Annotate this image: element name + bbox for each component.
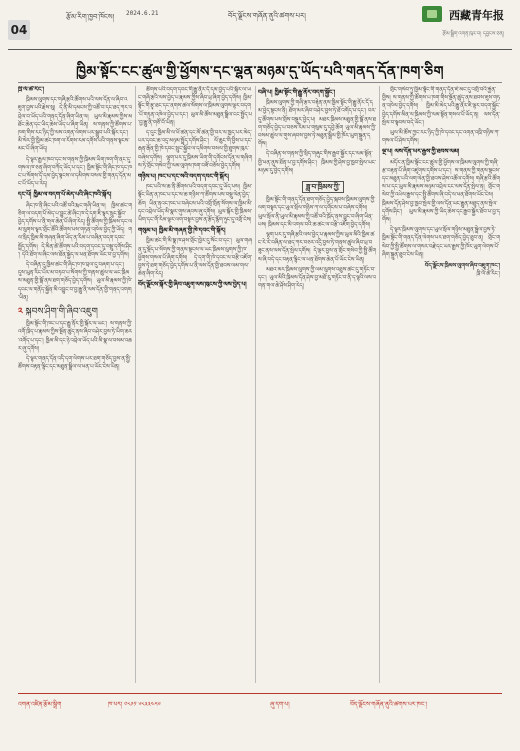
paragraph: ཁྱིམ་ཚང་གི་མི་སྣ་ཁ་ཤས་གྲོང་ཁྱེར་དུ་སོང་བ་དང་། ཡུལ་གཞན་དུ་སྡོད་པ་སོགས་ཀྱི་གནས་སྟངས་ལ་ཡང་ཁྲིམས་ལུགས་ཀྱི་ཁ་ཕྱོགས་གསལ་པོ་ཞིག་དགོས། དེ་དག་གི་ཁེ་དབང་ལ་བརྩི་འཇོག་བྱས་ཏེ་ཐག་གཅོད་བྱེད་དགོས་པ་ནི་ལས་དོན་གྱི་ཐབས་ལམ་གལ་ཆེན་ཞིག་རེད། [138,238,252,278]
subheading: དང་པོ། ཁྱིམ་ལ་བདག་པོ་མེད་པའི་ཞིང་ཁའི་སྐོར། [18,191,112,199]
paragraph: ཁྲིམས་ལུགས་དང་གཞི་རྩའི་ཚོགས་པའི་ལས་དོན་ལ་ཞིབ་འཇུག་བྱས་པའི་རྗེས་སུ། དེ་ནི་མི་དམངས་ཀྱི་འཚོ་བ་དང་ཐད་ཀར་འབྲེལ་བ་ཡོད་པའི་གནད་དོན་ཞིག་ཡིན་ལ། ཡུལ་མི་རྣམས་ཀྱིས་མཐོང་ཆེན་དང་ཡིད་ཆེས་ཡོད་པ་ཞིག་ཡིན། ས་གནས་ཀྱི་ཚོགས་པ་ཁག་གིས་རང་ཉིད་ཀྱི་ལས་འགན་ལེགས་པར་སྒྲུབ་པའི་སྐོར་དང་། མི་སེར་གྱི་ཁྱིམ་ཚང་ཁག་ལ་རོགས་རམ་དགོས་པའི་གནས་སྟངས་མང་པོ་ཞིག་ཡོད། [18,97,132,153]
section-title: སྐབས་ཤིག་གི་ཞིབ་འཇུག [25,307,98,318]
paragraph: ཚོགས་པའི་བདག་དབང་གི་རྒྱུ་ནོར་དོ་དམ་བྱེད་པའི་སྐོར་ལ་ཡང་གཞི་རྩའི་ལས་བྱེད་པ་རྣམས་ཀྱིས་ཞིབ་ཕྲ་ཞིག་བྱེད་དགོས། ཁྱིམ་སྟོང་གི་རྩྭ་ཐང་དང་ནགས་ཚལ་སོགས་ལ་ཁྲིམས་ལུགས་ལྟར་བདག་པོ་གཏན་འཁེལ་བྱེད་པ་དང་། ཡུལ་མི་ཚོས་མཐུན་སྒྲིལ་ངང་སྤྱོད་པ་བྱ་རྒྱུ་ནི་གཙོ་བོ་ཡིན། [138,87,252,126]
page-header [8,6,512,48]
subheading: གསུམ་པ། ཁྱིམ་མི་གཞན་གྱི་ཁེ་དབང་གི་སྐོར། [138,227,226,235]
section-heading [18,308,132,316]
paragraph: དེ་བཞིན་ས་གནས་ཀྱི་སྲིད་གཞུང་གིས་རྒྱབ་སྐྱོར་དང་ལམ་སྟོན་གྱི་ཕན་ནུས་ཐོན་པ་བྱ་དགོས་ཤིང་། ཁྲིམས་ཀྱི་ཤེས་བྱ་ཁྱབ་སྤེལ་ཡང་མཉམ་དུ་བྱེད་དགོས། [258,151,376,174]
article-title: ཁྱིམ་སྟོང་ངང་ཚུལ་གྱི་ཕྱོགས་དང་ལྷན་མཉམ་དུ་ཡོད་པའི་གནད་དོན་ཁག་ཅིག [76,64,444,79]
paragraph: གྲོང་གསེབ་ཏུ་ཁྱིམ་སྟོང་གི་གནད་དོན་ཇེ་མང་དུ་འགྲོ་བའི་རྐྱེན་གྱིས། ས་གནས་ཀྱི་ཚོགས་པ་ཁག་གིས་སྔོན་ཚུད་ནས་ཐབས་ཇུས་གཏན་འཁེལ་བྱེད་དགོས། ཁྱིམ་མི་མེད་པའི་རྒྱུ་ནོར་ཇི་ལྟར་བདག་སྐྱོང་བྱེད་དགོས་མིན་ལ་ཁྲིམས་ཀྱི་ལམ་སྟོན་གསལ་པོ་ཡོད་ན། ལས་དོན་སྤེལ་བ་སྟབས་བདེ་ཡོང་། [382,87,500,126]
paragraph: ཁང་པའི་ས་ཆ་ནི་ཚོགས་པའི་བདག་དབང་དུ་ཡོད་པས། ཁྱིམ་སྟོང་ཡིན་ན་ཁང་པ་དང་ས་ཆ་གཉིས་ཀ་ཚོགས་པས་བསྡུ་ལེན་བྱེད་ཆོག ཡིན་ནའང་ཁང་པ་བཞེངས་པའི་འགྲོ་གྲོན་སོགས་ལ་ཁྱིམ་མི་དང་འབྲེལ་ཡོད་མི་སྣར་གུས་ཞབས་ཞུ་དགོས། ཡུལ་སྐོར་གྱི་ཁྲིམས་ཡིག་དང་གོ་རིམ་ལྟར་ལག་བསྟར་བྱས་ན་རྩོད་རྙོག་ཉུང་དུ་འགྲོ་ངེས། [138,184,252,224]
footer-editor-label: འགན་འཛིན་རྩོམ་སྒྲིག [18,701,62,708]
paragraph: དེ་ལྟར་གནད་དོན་འདི་དག་ལེགས་པར་ཐག་གཅོད་བྱས་ན་སྤྱི་ཚོགས་བརྟན་ལྷིང་དང་མཐུན་སྒྲིལ་ལ་ཕན་པ་ཡོང་ངེས་ཡིན། [18,356,131,371]
article-column-2 [138,86,252,683]
paragraph: མདོར་ན་ཁྱིམ་སྟོང་ངང་ཚུལ་གྱི་ཕྱོགས་ལ་ཁྲིམས་ལུགས་ཀྱི་གཞི་རྩ་བརྟན་པོ་ཞིག་འཛུགས་དགོས་པ་དང་། ས་གནས་ཀྱི་གནས་སྟངས་དང་མཐུན་པའི་ལག་ལེན་གྱི་ཐབས་ཤེས་འཚོལ་དགོས། གཞི་རྩའི་ཚོགས་པ་དང་ཡུལ་མི་རྣམས་མཉམ་འབྲེལ་ངང་ལས་དོན་སྤེལ་ན། གྲོང་གསེབ་ཀྱི་འཕེལ་རྒྱས་དང་སྤྱི་ཚོགས་ཞི་བདེ་ལ་ཕན་ཐོགས་ཡོང་ངེས། ཁྲིམས་དོན་ཤེས་བྱ་ཁྱབ་སྤེལ་གྱི་ལས་དོན་ཡང་རྒྱུན་མཐུད་ནས་སྤེལ་དགོས་ཤིང་། ཡུལ་མི་རྣམས་ཀྱི་ཡིད་ཆེས་དང་རྒྱབ་སྐྱོར་ཐོབ་པ་བྱ་དགོས། [382,159,500,224]
subheading: ལྔ་པ། ལས་དོན་ཡར་རྒྱས་ཀྱི་ཐབས་ལམ། [382,148,460,156]
header-divider [8,49,512,50]
column-closing-line: བོད་ལྗོངས་སྐོར་གྱི་ཞིབ་འཇུག་ལས་ཁུངས་ཀྱི་ལས་བྱེད་པ། [138,281,247,289]
footer-publisher: བོད་ལྗོངས་གཞོན་ནུའི་ཚགས་པར་ཁང་། [350,701,427,708]
section-number: ༢ [18,307,23,318]
footer-divider [18,693,502,694]
paragraph: ལྷག་པར་དུ་གཞི་རྩའི་ལས་བྱེད་པ་རྣམས་ཀྱིས་ཡུལ་མིའི་ཁྱིམ་ཚང་རེ་རེ་བཞིན་ལ་ཐད་ཀར་བཅར་འདྲི་བྱས་ཏེ་གནས་ཚུལ་ཞིབ་ཕྲ་བཟུང་ནས་ལས་དོན་སྤེལ་དགོས། དེ་ལྟར་བྱས་ན་གྲོང་གསེབ་ཀྱི་སྤྱི་ཚོགས་ཞི་བདེ་དང་བརྟན་ལྷིང་ལ་ཕན་ཐོགས་ཆེན་པོ་ཡོང་ངེས་ཡིན། [258,232,376,263]
issue-date: 2024.6.21 [126,10,159,17]
column-divider [135,86,136,683]
paragraph: མཐའ་མར་ཁྲིམས་ལུགས་ཀྱི་ལམ་ལུགས་འཐུས་ཚང་དུ་གཏོང་བ་དང་། ཡུལ་མིའི་ཁྲིམས་དོན་ཤེས་བྱ་མཐོ་རུ་གཏོང་བ་ནི་ད་ལྟའི་ལས་འགན་གལ་ཆེ་ཤོས་ཤིག་རེད། [258,266,376,290]
column-divider [255,86,256,683]
page-footer [18,695,502,711]
paragraph: ཁྱིམ་སྟོང་གི་ཁང་པ་དང་རྒྱུ་ནོར་གྱི་སྐོར་ལ་ཡང་། ས་གནས་ཀྱི་འགོ་ཁྲིད་པ་རྣམས་ཀྱིས་སྔོན་ཚུད་ནས་ཞིབ་བཤེར་བྱས་ཏེ་ཡིག་ཆར་འགོད་པ་དང་། ཁྱིམ་མི་དང་ཉེ་འབྲེལ་ཡོད་པའི་མི་སྣ་ལ་བསམ་འཆར་ཞུ་དགོས། [18,321,132,352]
article-column-3 [258,86,376,683]
editor-credit: རྩོམ་སྒྲིག་འགན་ཁུར་བ། དབྱངས་ཅན། [442,31,504,37]
newspaper-name-tibetan: བོད་ལྗོངས་གཞོན་ནུའི་ཚགས་པར། [228,12,306,20]
paragraph: ཡུལ་མི་ཚོས་ཀྱང་རང་ཉིད་ཀྱི་ཁེ་དབང་དང་འགན་འཁྲི་གཉིས་ཀ་གསལ་པོ་ཤེས་དགོས། [382,130,500,145]
footer-proofreader-label: ཞུ་དག་པ། [270,701,290,708]
subheading: བཞི་པ། ཁྱིམ་སྟོང་གི་རྒྱུ་ནོར་བདག་སྐྱོང་། [258,89,336,96]
column-divider [379,86,380,683]
paragraph: ཞིང་ཁ་ནི་ཞིང་པའི་འཚོ་བའི་རྨང་གཞི་ཡིན་ལ། ཁྱིམ་ཚང་གཅིག་ལ་བདག་པོ་མེད་པ་བྱུང་ཚེ་ཞིང་ཁ་དེ་དག་ཇི་ལྟར་སྲུང་སྐྱོབ་བྱེད་དགོས་པ་ནི་གལ་ཆེན་པོ་ཞིག་རེད། སྤྱི་ཚོགས་ཀྱི་ཁྲིམས་དང་ལམ་ལུགས་ལྟར་གྲོང་ཚོའི་ཚོགས་པས་གཏན་འཁེལ་བྱེད་ཀྱི་ཡོད། གལ་སྲིད་ཁྱིམ་མི་གཞན་ཞིག་ཡོད་ན་རིམ་པ་བཞིན་བདག་དབང་སྤྲོད་དགོས། དེ་མིན་ཚེ་ཚོགས་པའི་བདག་དབང་དུ་བསྡུ་དགོས་ཤིང་། དེའི་ཐོག་ལ་ཞིང་ལས་ཐོན་སྐྱེད་ལ་ཕན་ཐོགས་ཡོང་བ་བྱ་དགོས། [18,202,132,258]
footer-phone: ཁ་པར། ༠༨༩༡ ༦༨༣༣༤༥༦ [108,701,161,708]
title-divider [18,82,502,83]
paragraph: དེ་བཞིན་དུ་ཁྱིམ་ཚང་གི་ཞིང་ཁ་ཁ་བྲལ་དུ་བཞག་པ་དང་། དུས་ཡུན་རིང་པོར་མ་བཏབ་པ་སོགས་ཀྱི་གནས་ཚུལ་ལ་ཡང་ཁྲིམས་མཐུན་གྱི་སྒོ་ནས་ཐག་གཅོད་བྱེད་དགོས། ཡུལ་མི་རྣམས་ཀྱི་ཁེ་དབང་ལ་གནོད་སྐྱོན་མི་འབྱུང་བ་བྱ་རྒྱུ་ནི་ལས་དོན་གྱི་གནད་འགག་ཡིན། [18,262,132,301]
paragraph: དེ་ལྟར་རྒྱལ་ཁབ་དང་ས་གནས་ཀྱི་ཁྲིམས་ཡིག་ཁག་གི་ནང་དུ་གསལ་ཁ་ཅན་ཞིག་བཀོད་ཡོད་པ་དང་། ཁྱིམ་སྟོང་གི་ཞིང་ཁ་དང་ཁང་པ་སོགས་དོ་དམ་བྱེད་སྟངས་ལ་དམིགས་བསལ་གྱི་གནད་དོན་མང་པོ་ཡོད་པ་རེད། [18,156,132,188]
subheading: གཉིས་པ། ཁང་པ་དང་སའི་བདག་དབང་གི་སྐོར། [138,173,229,181]
article-column-1 [18,86,132,683]
paragraph: དེ་ལྟར་ཁྲིམས་ལུགས་དང་ཡུལ་སྲོལ་གཉིས་མཐུན་སྦྲེལ་བྱས་ཏེ་ཁྱིམ་སྟོང་གི་གནད་དོན་ལེགས་པར་ཐག་གཅོད་བྱེད་ཐུབ་ན། གྲོང་གསེབ་ཀྱི་སྤྱི་ཚོགས་ལ་གསར་བརྗེ་དང་ཡར་རྒྱས་ཀྱི་ཁོར་ཡུག་ལེགས་པོ་ཞིག་སྐྲུན་ཐུབ་ངེས་ཡིན། [382,227,500,258]
section-label: རྩོམ་རིག་ཁྱབ་ཁོངས། [66,13,115,21]
page-number: 04 [8,20,30,40]
paragraph: ཁྲིམས་ལུགས་ཀྱི་གཞི་རྩར་བརྟེན་ནས་ཁྱིམ་སྟོང་གི་རྒྱུ་ནོར་དོ་དམ་བྱེད་སྟངས་ནི། ཐོག་མར་ཞིབ་བཤེར་བྱས་ཏེ་ཐོ་འགོད་པ་དང་། བར་དུ་ཚོགས་པས་གྲོས་བསྡུར་བྱེད་པ། མཐར་ཁྲིམས་མཐུན་གྱི་སྒོ་ནས་ཐག་གཅོད་བྱེད་པ་བཅས་རིམ་པ་གསུམ་དུ་དབྱེ་ཆོག ཡུལ་མི་རྣམས་ཀྱི་བསམ་ཚུལ་ལ་གུས་ཞབས་བྱས་ཏེ་མཐུན་སྒྲིལ་གྱི་ཁོར་ཡུག་སྐྲུན་དགོས། [258,100,376,148]
newspaper-logo-text: 西藏青年报 [449,9,504,22]
article-credit: ཁྲི་ལོ་ཚེ་རིང་། [476,271,500,278]
newspaper-logo-icon [422,6,442,22]
article-source-note: བོད་ལྗོངས་ཁྲིམས་ལུགས་ཞིབ་འཇུག་ཁང་། [424,263,500,270]
article-column-4 [382,86,500,683]
paragraph: ད་དུང་ཁྱིམ་མི་ལ་ཕོ་ཚན་དང་མོ་ཚན་གྱི་བར་ལ་ཁྱད་པར་མེད་པར་དབང་ཆ་འདྲ་མཉམ་སྤྲོད་དགོས་ཤིང་། ལོ་ཆུང་གི་བྱིས་པ་དང་རྒན་རྒོན་གྱི་ཁེ་དབང་སྲུང་སྐྱོབ་ལ་དམིགས་བསལ་གྱི་ཐུགས་ཁུར་བཞེས་དགོས། ལྷག་པར་དུ་ཁྲིམས་ཡིག་གི་དགོངས་དོན་ལ་གཞིགས་ཏེ་གྲོང་གསེབ་ཀྱི་ལམ་ལུགས་ཁག་བཟོ་བཅོས་བྱེད་དགོས། [138,130,252,169]
article-byline: ཁྲི་ལོ་ཚེ་རིང་། [18,86,45,93]
boxed-heading: ཟླ་བ་ཁྲིམས་ཀྱི་ [302,181,344,193]
paragraph: ཁྱིམ་སྟོང་གི་གནད་དོན་ཐག་གཅོད་བྱེད་སྐབས་ཁྲིམས་ལུགས་ཀྱི་ལག་བསྟར་དང་ཡུལ་སྲོལ་གཉིས་ཀ་ལ་དགོངས་པ་བཞེས་དགོས། ཡུལ་སྲོལ་ནི་ཡུལ་མི་རྣམས་ཀྱི་འཚོ་བའི་ཁྲོད་ནས་བྱུང་བ་ཞིག་ཡིན་པས། ཁྲིམས་དང་མི་འགལ་བའི་ཆ་ཚང་ལ་བརྩི་འཇོག་བྱེད་དགོས། [258,197,376,228]
